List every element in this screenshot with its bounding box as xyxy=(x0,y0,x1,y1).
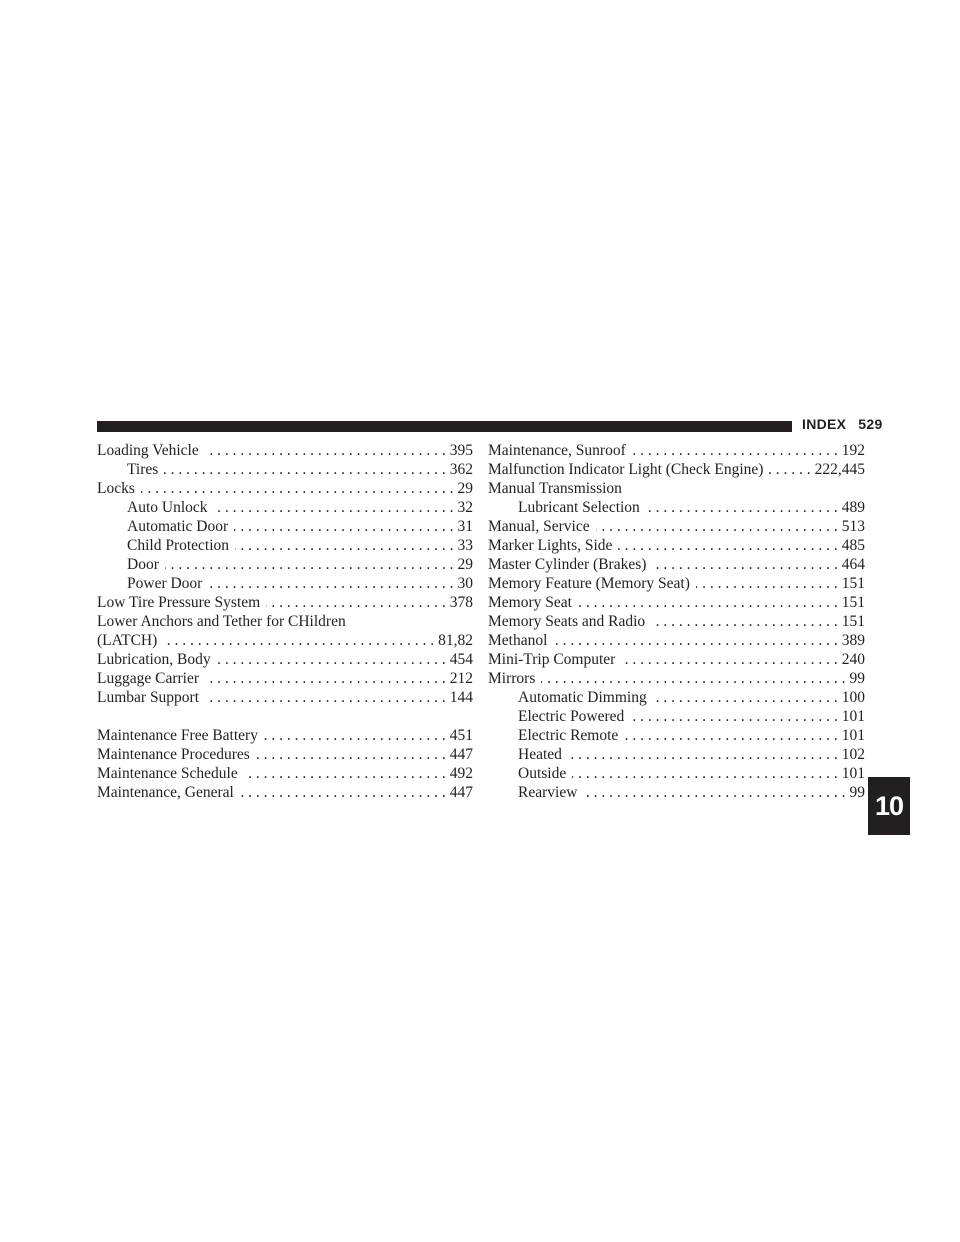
entry-page-ref: 454 xyxy=(449,651,473,668)
entry-page-ref: 151 xyxy=(841,575,865,592)
dot-leader xyxy=(596,517,838,536)
index-subentry xyxy=(97,460,473,479)
running-header xyxy=(802,416,883,432)
dot-leader xyxy=(646,498,838,517)
entry-label: Electric Powered xyxy=(518,708,625,725)
entry-label: Master Cylinder (Brakes) xyxy=(488,556,647,573)
entry-label: Rearview xyxy=(518,784,578,801)
entry-page-ref: 389 xyxy=(841,632,865,649)
entry-page-ref: 489 xyxy=(841,499,865,516)
dot-leader xyxy=(624,726,837,745)
index-subentry xyxy=(488,783,865,802)
entry-page-ref: 451 xyxy=(449,727,473,744)
entry-label: Child Protection xyxy=(127,537,230,554)
entry-page-ref: 240 xyxy=(841,651,865,668)
entry-label: Tires xyxy=(127,461,159,478)
entry-page-ref: 102 xyxy=(841,746,865,763)
entry-label: Automatic Door xyxy=(127,518,229,535)
dot-leader xyxy=(217,650,446,669)
entry-page-ref: 151 xyxy=(841,594,865,611)
index-entry xyxy=(97,441,473,460)
index-entry xyxy=(97,631,473,650)
entry-page-ref: 378 xyxy=(449,594,473,611)
dot-leader xyxy=(208,574,453,593)
index-column-right xyxy=(488,441,865,802)
entry-page-ref: 464 xyxy=(841,556,865,573)
page-number: 529 xyxy=(858,416,883,432)
index-entry xyxy=(97,479,473,498)
entry-label: Automatic Dimming xyxy=(518,689,647,706)
entry-label: Maintenance Schedule xyxy=(97,765,238,782)
entry-label: Heated xyxy=(518,746,562,763)
entry-label: Maintenance Procedures xyxy=(97,746,250,763)
index-entry xyxy=(488,479,865,498)
entry-page-ref: 192 xyxy=(841,442,865,459)
dot-leader xyxy=(621,650,837,669)
entry-label: Locks xyxy=(97,480,135,497)
entry-page-ref: 99 xyxy=(849,670,865,687)
index-subentry xyxy=(97,555,473,574)
index-column-left xyxy=(97,441,473,802)
entry-page-ref: 33 xyxy=(457,537,473,554)
entry-label: Methanol xyxy=(488,632,548,649)
index-subentry xyxy=(97,574,473,593)
index-entry xyxy=(488,631,865,650)
entry-label: Maintenance Free Battery xyxy=(97,727,258,744)
dot-leader xyxy=(568,745,838,764)
dot-leader xyxy=(541,669,845,688)
entry-page-ref: 447 xyxy=(449,746,473,763)
entry-label: Lower Anchors and Tether for CHildren xyxy=(97,613,346,630)
index-subentry xyxy=(488,688,865,707)
index-entry xyxy=(488,574,865,593)
entry-label: Memory Feature (Memory Seat) xyxy=(488,575,690,592)
entry-label: Outside xyxy=(518,765,567,782)
index-entry xyxy=(97,783,473,802)
entry-label: Low Tire Pressure System xyxy=(97,594,261,611)
entry-label: Memory Seat xyxy=(488,594,572,611)
entry-page-ref: 30 xyxy=(457,575,473,592)
dot-leader xyxy=(630,707,837,726)
dot-leader xyxy=(256,745,446,764)
dot-leader xyxy=(652,555,837,574)
index-entry xyxy=(97,726,473,745)
index-entry xyxy=(97,593,473,612)
index-entry xyxy=(97,650,473,669)
dot-leader xyxy=(214,498,454,517)
entry-label: Power Door xyxy=(127,575,203,592)
index-entry xyxy=(97,764,473,783)
index-entry xyxy=(488,517,865,536)
entry-page-ref: 101 xyxy=(841,765,865,782)
dot-leader xyxy=(205,669,446,688)
dot-leader xyxy=(769,460,810,479)
entry-page-ref: 362 xyxy=(449,461,473,478)
index-entry xyxy=(488,650,865,669)
dot-leader xyxy=(165,555,454,574)
entry-label: Mirrors xyxy=(488,670,536,687)
entry-page-ref: 101 xyxy=(841,727,865,744)
entry-page-ref: 29 xyxy=(457,556,473,573)
entry-label: Door xyxy=(127,556,159,573)
index-entry xyxy=(488,612,865,631)
index-entry xyxy=(488,460,865,479)
entry-label: Manual Transmission xyxy=(488,480,622,497)
index-entry xyxy=(488,669,865,688)
entry-page-ref: 32 xyxy=(457,499,473,516)
entry-page-ref: 101 xyxy=(841,708,865,725)
index-subentry xyxy=(488,764,865,783)
entry-label: Memory Seats and Radio xyxy=(488,613,646,630)
dot-leader xyxy=(553,631,837,650)
entry-label: Manual, Service xyxy=(488,518,590,535)
entry-label: Lubrication, Body xyxy=(97,651,211,668)
entry-label: Maintenance, General xyxy=(97,784,234,801)
entry-label: Marker Lights, Side xyxy=(488,537,613,554)
dot-leader xyxy=(696,574,838,593)
index-subentry xyxy=(488,726,865,745)
entry-page-ref: 31 xyxy=(457,518,473,535)
dot-leader xyxy=(244,764,446,783)
entry-page-ref: 100 xyxy=(841,689,865,706)
index-entry xyxy=(97,669,473,688)
dot-leader xyxy=(164,460,445,479)
entry-label: Malfunction Indicator Light (Check Engine) xyxy=(488,461,764,478)
entry-label: Maintenance, Sunroof xyxy=(488,442,626,459)
dot-leader xyxy=(572,764,838,783)
entry-page-ref: 513 xyxy=(841,518,865,535)
index-subentry xyxy=(97,498,473,517)
entry-page-ref: 99 xyxy=(849,784,865,801)
dot-leader xyxy=(618,536,837,555)
entry-page-ref: 492 xyxy=(449,765,473,782)
index-subentry xyxy=(97,517,473,536)
entry-page-ref: 485 xyxy=(841,537,865,554)
index-subentry xyxy=(97,536,473,555)
index-subentry xyxy=(488,707,865,726)
dot-leader xyxy=(163,631,434,650)
index-entry xyxy=(97,745,473,764)
entry-page-ref: 212 xyxy=(449,670,473,687)
index-entry xyxy=(488,441,865,460)
entry-page-ref: 81,82 xyxy=(438,632,473,649)
index-entry xyxy=(97,612,473,631)
index-entry xyxy=(488,593,865,612)
entry-label: (LATCH) xyxy=(97,632,158,649)
dot-leader xyxy=(240,783,446,802)
index-entry xyxy=(97,688,473,707)
dot-leader xyxy=(651,612,838,631)
header-rule xyxy=(97,421,792,432)
dot-leader xyxy=(653,688,838,707)
dot-leader xyxy=(234,517,453,536)
dot-leader xyxy=(266,593,446,612)
dot-leader xyxy=(141,479,454,498)
index-subentry xyxy=(488,745,865,764)
entry-page-ref: 222,445 xyxy=(814,461,865,478)
dot-leader xyxy=(264,726,446,745)
entry-page-ref: 144 xyxy=(449,689,473,706)
dot-leader xyxy=(632,441,838,460)
dot-leader xyxy=(583,783,845,802)
entry-page-ref: 29 xyxy=(457,480,473,497)
entry-label: Loading Vehicle xyxy=(97,442,199,459)
dot-leader xyxy=(205,441,446,460)
entry-label: Luggage Carrier xyxy=(97,670,199,687)
entry-label: Mini-Trip Computer xyxy=(488,651,616,668)
entry-label: Lumbar Support xyxy=(97,689,200,706)
dot-leader xyxy=(235,536,453,555)
chapter-tab: 10 xyxy=(868,777,910,835)
entry-label: Auto Unlock xyxy=(127,499,208,516)
dot-leader xyxy=(578,593,838,612)
entry-page-ref: 447 xyxy=(449,784,473,801)
index-entry xyxy=(488,536,865,555)
index-subentry xyxy=(488,498,865,517)
entry-page-ref: 395 xyxy=(449,442,473,459)
index-entry xyxy=(488,555,865,574)
entry-label: Electric Remote xyxy=(518,727,619,744)
section-title: INDEX xyxy=(802,416,847,432)
entry-page-ref: 151 xyxy=(841,613,865,630)
entry-label: Lubricant Selection xyxy=(518,499,640,516)
dot-leader xyxy=(205,688,446,707)
